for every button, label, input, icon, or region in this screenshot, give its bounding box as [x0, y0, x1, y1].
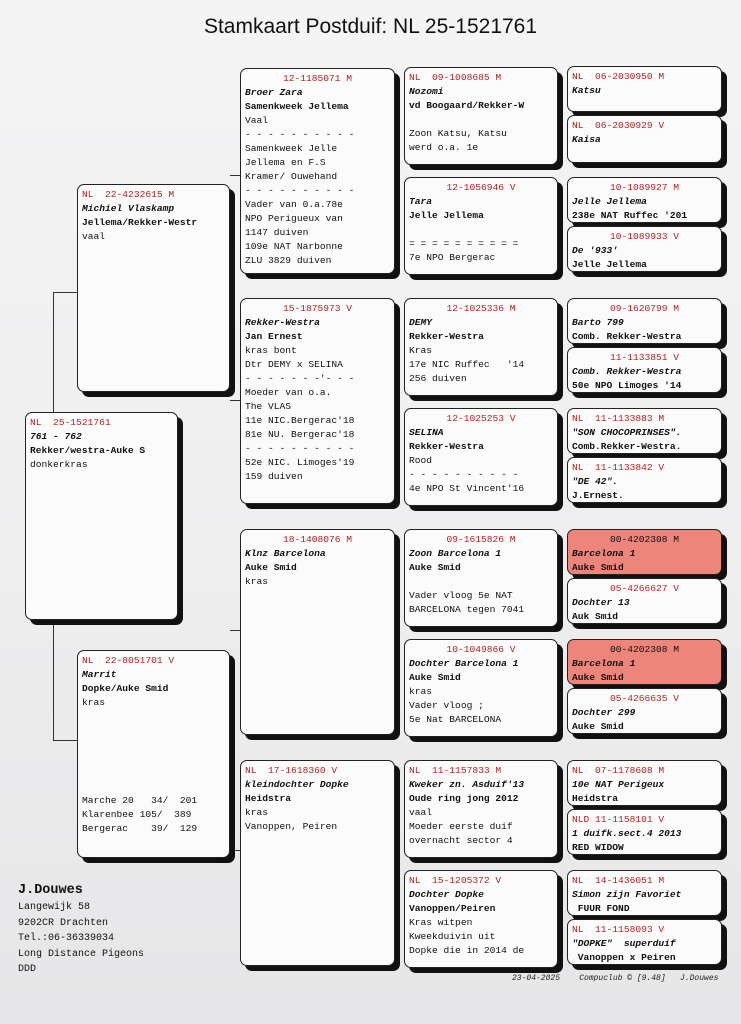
card-line: Heidstra: [572, 793, 619, 804]
card-line: 17e NIC Ruffec '14: [409, 359, 525, 370]
card-line: Auke Smid: [572, 672, 624, 683]
card-line: Nozomi: [409, 86, 444, 97]
card-line: Marche 20 34/ 201: [82, 795, 198, 806]
connector-line: [230, 400, 240, 401]
card-line: Broer Zara: [245, 87, 303, 98]
card-line: Jellema en F.S: [245, 157, 326, 168]
ring-number: NL 22-8051701 V: [82, 655, 175, 666]
card-line: DEMY: [409, 317, 433, 328]
card-line: Dopke/Auke Smid: [82, 683, 169, 694]
great-grandparent-card[interactable]: [404, 529, 558, 627]
card-line: 159 duiven: [245, 471, 303, 482]
footer-credit: 23-04-2025 Compuclub © [9.48] J.Douwes: [512, 974, 719, 983]
card-line: Vader vloog ;: [409, 700, 484, 711]
card-line: Auk Smid: [572, 611, 619, 622]
ring-number: NL 14-1436051 M: [572, 875, 665, 886]
connector-line: [230, 630, 240, 631]
ring-number: 10-1089927 M: [609, 182, 680, 193]
card-line: [82, 780, 225, 794]
ring-number: NL 11-1133842 V: [572, 462, 665, 473]
card-line: Vanoppen x Peiren: [572, 952, 676, 963]
card-line: werd o.a. 1e: [409, 142, 479, 153]
grandparent-card[interactable]: [240, 68, 395, 274]
card-line: Barcelona 1: [572, 548, 636, 559]
card-line: Barcelona 1: [572, 658, 636, 669]
grandparent-card[interactable]: [240, 760, 395, 966]
ring-number: 12-1025253 V: [446, 413, 516, 424]
card-line: - - - - - - - - - -: [245, 443, 355, 454]
owner-block: [18, 882, 144, 978]
card-line: Vaal: [245, 115, 269, 126]
owner-tagline: Long Distance Pigeons: [18, 948, 145, 960]
ring-number: 11-1133851 V: [609, 352, 680, 363]
card-line: Dtr DEMY x SELINA: [245, 359, 343, 370]
connector-line: [53, 292, 77, 293]
ring-number: 12-1056946 V: [446, 182, 516, 193]
card-line: Auke Smid: [409, 562, 461, 573]
card-line: Auke Smid: [409, 672, 461, 683]
card-line: Rekker-Westra: [409, 331, 484, 342]
connector-line: [230, 175, 240, 176]
card-line: Moeder eerste duif: [409, 821, 513, 832]
card-line: Klnz Barcelona: [245, 548, 326, 559]
card-line: De '933': [572, 245, 619, 256]
card-line: overnacht sector 4: [409, 835, 513, 846]
card-line: [409, 223, 553, 237]
card-line: Comb.Rekker-Westra.: [572, 441, 682, 452]
card-line: Dopke die in 2014 de: [409, 945, 525, 956]
card-line: kras bont: [245, 345, 297, 356]
card-line: [82, 710, 225, 724]
ring-number: 18-1408076 M: [282, 534, 353, 545]
great-grandparent-card[interactable]: [404, 298, 558, 396]
card-line: "SON CHOCOPRINSES".: [572, 427, 682, 438]
card-line: RED WIDOW: [572, 842, 624, 853]
card-line: kras: [245, 576, 269, 587]
ancestor-card[interactable]: [567, 408, 722, 454]
card-line: Vanoppen, Peiren: [245, 821, 338, 832]
ancestor-card[interactable]: [567, 919, 722, 965]
card-line: Dochter Dopke: [409, 889, 484, 900]
card-line: Rekker-Westra: [409, 441, 484, 452]
card-line: Moeder van o.a.: [245, 387, 332, 398]
card-line: donkerkras: [30, 459, 88, 470]
card-line: [409, 575, 553, 589]
card-line: 52e NIC. Limoges'19: [245, 457, 355, 468]
card-line: 5e Nat BARCELONA: [409, 714, 502, 725]
card-line: Katsu: [572, 85, 601, 96]
card-line: [82, 724, 225, 738]
ancestor-card[interactable]: [567, 870, 722, 916]
ring-number: NL 07-1178608 M: [572, 765, 665, 776]
ring-number: NLD 11-1158101 V: [572, 814, 665, 825]
ancestor-card[interactable]: [567, 457, 722, 503]
card-line: Kaisa: [572, 134, 601, 145]
ring-number: NL 17-1618360 V: [245, 765, 338, 776]
card-line: - - - - - - - - - -: [245, 129, 355, 140]
ring-number: 00-4202308 M: [609, 534, 680, 545]
card-line: Kras: [409, 345, 433, 356]
card-line: Samenkweek Jelle: [245, 143, 338, 154]
ring-number: NL 11-1157833 M: [409, 765, 502, 776]
card-line: Jelle Jellema: [572, 259, 647, 270]
great-grandparent-card[interactable]: [404, 639, 558, 737]
card-line: Klarenbee 105/ 389: [82, 809, 192, 820]
ring-number: 10-1049866 V: [446, 644, 516, 655]
card-line: vaal: [82, 231, 106, 242]
ring-number: 15-1875973 V: [282, 303, 353, 314]
ring-number: 09-1620799 M: [609, 303, 680, 314]
card-line: Kramer/ Ouwehand: [245, 171, 338, 182]
card-line: Auke Smid: [245, 562, 297, 573]
ring-number: 00-4202308 M: [609, 644, 680, 655]
card-line: Tara: [409, 196, 433, 207]
ring-number: 12-1185071 M: [282, 73, 353, 84]
card-line: 1 duifk.sect.4 2013: [572, 828, 682, 839]
ring-number: NL 06-2030929 V: [572, 120, 665, 131]
ancestor-card[interactable]: [567, 760, 722, 806]
card-line: Vader vloog 5e NAT: [409, 590, 513, 601]
ancestor-card[interactable]: [567, 177, 722, 223]
card-line: FUUR FOND: [572, 903, 630, 914]
card-line: 238e NAT Ruffec '201: [572, 210, 688, 221]
card-line: NPO Perigueux van: [245, 213, 343, 224]
owner-street: Langewijk 58: [18, 902, 91, 913]
card-line: ZLU 3829 duiven: [245, 255, 332, 266]
card-line: kras: [82, 697, 106, 708]
card-line: Dochter Barcelona 1: [409, 658, 519, 669]
great-grandparent-card[interactable]: [404, 760, 558, 858]
card-line: J.Ernest.: [572, 490, 624, 501]
card-line: - - - - - - - - - -: [245, 185, 355, 196]
card-line: 10e NAT Perigeux: [572, 779, 665, 790]
mother-card[interactable]: [77, 650, 230, 858]
card-line: = = = = = = = = = =: [409, 238, 519, 249]
card-line: 11e NIC.Bergerac'18: [245, 415, 355, 426]
ancestor-card[interactable]: [567, 809, 722, 855]
connector-line: [53, 740, 77, 741]
card-line: BARCELONA tegen 7041: [409, 604, 525, 615]
card-line: Michiel Vlaskamp: [82, 203, 175, 214]
card-line: Rekker-Westra: [245, 317, 320, 328]
card-line: SELINA: [409, 427, 444, 438]
ancestor-card[interactable]: [567, 115, 722, 163]
card-line: Vanoppen/Peiren: [409, 903, 496, 914]
card-line: vd Boogaard/Rekker-W: [409, 100, 525, 111]
ring-number: 12-1025336 M: [446, 303, 516, 314]
card-line: vaal: [409, 807, 433, 818]
card-line: Dochter 299: [572, 707, 636, 718]
card-line: Comb. Rekker-Westra: [572, 331, 682, 342]
ring-number: NL 11-1158093 V: [572, 924, 665, 935]
card-line: kleindochter Dopke: [245, 779, 349, 790]
card-line: 109e NAT Narbonne: [245, 241, 343, 252]
ring-number: NL 11-1133883 M: [572, 413, 665, 424]
great-grandparent-card[interactable]: [404, 408, 558, 506]
card-line: Zoon Katsu, Katsu: [409, 128, 507, 139]
card-line: 7e NPO Bergerac: [409, 252, 496, 263]
card-line: Rood: [409, 455, 433, 466]
grandparent-card[interactable]: [240, 529, 395, 735]
card-line: Zoon Barcelona 1: [409, 548, 502, 559]
card-line: Vader van 0.a.78e: [245, 199, 343, 210]
ancestor-card[interactable]: [567, 347, 722, 393]
card-line: Kweker zn. Asduif'13: [409, 779, 525, 790]
owner-name: J.Douwes: [18, 883, 83, 898]
ring-number: NL 15-1205372 V: [409, 875, 502, 886]
card-line: Auke Smid: [572, 721, 624, 732]
card-line: 1147 duiven: [245, 227, 309, 238]
ring-number: NL 06-2030950 M: [572, 71, 665, 82]
card-line: Simon zijn Favoriet: [572, 889, 682, 900]
great-grandparent-card[interactable]: [404, 870, 558, 968]
card-line: 761 - 762: [30, 431, 82, 442]
card-line: Kras witpen: [409, 917, 473, 928]
owner-city: 9202CR Drachten: [18, 917, 109, 929]
ancestor-card[interactable]: [567, 688, 722, 734]
ancestor-card[interactable]: [567, 298, 722, 344]
ancestor-card[interactable]: [567, 529, 722, 575]
card-line: 81e NU. Bergerac'18: [245, 429, 355, 440]
grandparent-card[interactable]: [240, 298, 395, 504]
card-line: [409, 113, 553, 127]
owner-phone: Tel.:06-36339034: [18, 933, 115, 944]
card-line: kras: [409, 686, 433, 697]
card-line: Oude ring jong 2012: [409, 793, 519, 804]
card-line: 4e NPO St Vincent'16: [409, 483, 525, 494]
card-line: Comb. Rekker-Westra: [572, 366, 682, 377]
card-line: - - - - - - - - - -: [409, 469, 519, 480]
ring-number: NL 25-1521761: [30, 417, 111, 428]
ring-number: 09-1615826 M: [446, 534, 516, 545]
ring-number: 05-4266635 V: [609, 693, 680, 704]
great-grandparent-card[interactable]: [404, 67, 558, 165]
ancestor-card[interactable]: [567, 66, 722, 112]
card-line: [82, 752, 225, 766]
ring-number: 10-1089933 V: [609, 231, 680, 242]
connector-line: [230, 850, 240, 851]
card-line: Barto 799: [572, 317, 624, 328]
ring-number: NL 22-4232615 M: [82, 189, 175, 200]
page-title: Stamkaart Postduif: NL 25-1521761: [203, 15, 538, 38]
card-line: Bergerac 39/ 129: [82, 823, 198, 834]
card-line: Heidstra: [245, 793, 292, 804]
card-line: 256 duiven: [409, 373, 467, 384]
great-grandparent-card[interactable]: [404, 177, 558, 275]
ancestor-card[interactable]: [567, 226, 722, 272]
card-line: Jan Ernest: [245, 331, 303, 342]
card-line: - - - - - - -'- - -: [245, 373, 355, 384]
card-line: Rekker/westra-Auke S: [30, 445, 146, 456]
card-line: "DOPKE" superduif: [572, 938, 676, 949]
card-line: [82, 738, 225, 752]
father-card[interactable]: [77, 184, 230, 392]
card-line: Kweekduivin uit: [409, 931, 496, 942]
card-line: The VLAS: [245, 401, 292, 412]
card-line: [82, 766, 225, 780]
subject-card[interactable]: [25, 412, 178, 620]
ring-number: NL 09-1008685 M: [409, 72, 502, 83]
ancestor-card[interactable]: [567, 639, 722, 685]
card-line: Samenkweek Jellema: [245, 101, 349, 112]
owner-code: DDD: [18, 964, 37, 975]
card-line: Marrit: [82, 669, 117, 680]
ancestor-card[interactable]: [567, 578, 722, 624]
card-line: kras: [245, 807, 269, 818]
ring-number: 05-4266627 V: [609, 583, 680, 594]
card-line: Jelle Jellema: [409, 210, 484, 221]
card-line: Dochter 13: [572, 597, 630, 608]
card-line: Jellema/Rekker-Westr: [82, 217, 198, 228]
card-line: "DE 42".: [572, 476, 619, 487]
card-line: 50e NPO Limoges '14: [572, 380, 682, 391]
card-line: Auke Smid: [572, 562, 624, 573]
card-line: Jelle Jellema: [572, 196, 647, 207]
